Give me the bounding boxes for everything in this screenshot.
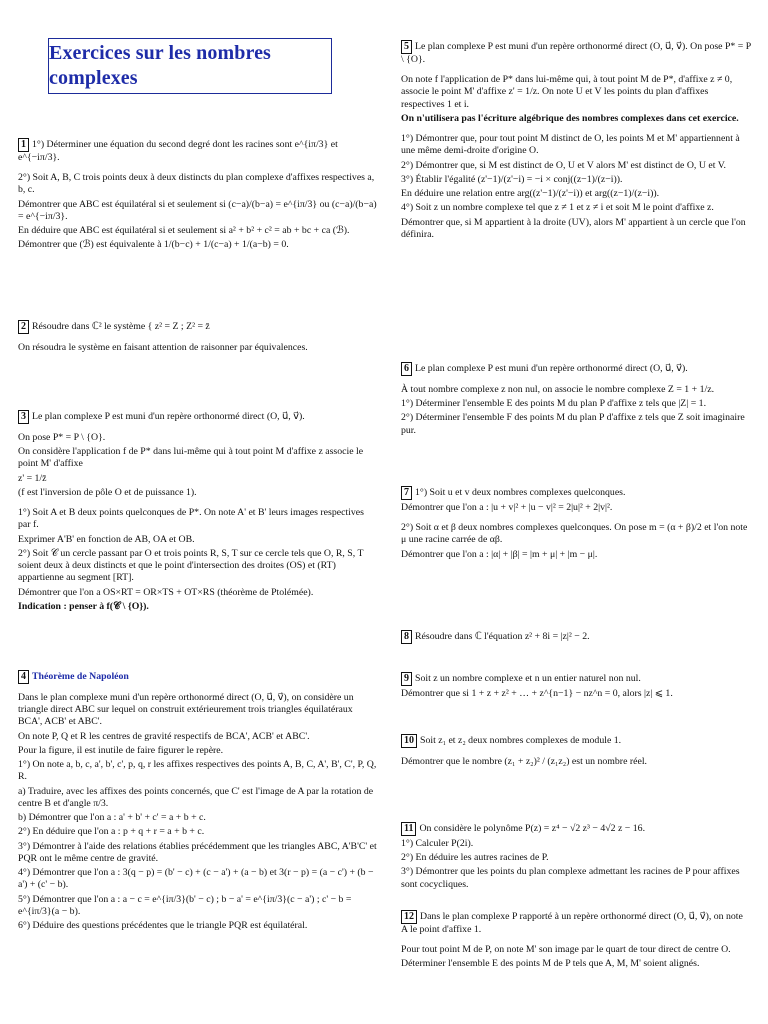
exercise-text: z' = 1/z̄ [18, 472, 47, 484]
exercise-text: Démontrer que l'on a : |α| + |β| = |m + μ| + |m − μ|. [401, 548, 598, 560]
exercise-text: 1°) Déterminer l'ensemble E des points M du plan P d'affixe z tels que |Z| = 1. [401, 398, 707, 410]
exercise-text: Soit z₁ et z₂ deux nombres complexes de module 1. [420, 735, 622, 746]
exercise-number: 9 [401, 672, 412, 686]
exercise-text: Démontrer que le nombre (z₁ + z₂)² / (z₁z₂) est un nombre réel. [401, 756, 647, 767]
exercise-number: 11 [401, 822, 416, 836]
exercise-text: 1°) Soit A et B deux points quelconques de P*. On note A' et B' leurs images respectives par f. [18, 507, 364, 531]
exercise-text: Démontrer que (ℬ) est équivalente à 1/(b−c) + 1/(c−a) + 1/(a−b) = 0. [18, 239, 289, 251]
exercise-text: Dans le plan complexe P rapporté à un repère orthonormé direct (O, u⃗, v⃗), on note A le point d'affixe 1. [401, 911, 743, 935]
exercise-text: À tout nombre complexe z non nul, on associe le nombre complexe Z = 1 + 1/z. [401, 384, 715, 395]
exercise-text: 4°) Soit z un nombre complexe tel que z ≠ 1 et z ≠ i et soit M le point d'affixe z. [401, 202, 714, 214]
exercise-text: 1°) Déterminer une équation du second degré dont les racines sont e^{iπ/3} et e^{−iπ/3}. [18, 139, 338, 163]
exercise-text: Pour tout point M de P, on note M' son image par le quart de tour direct de centre O. [401, 944, 731, 956]
exercise-number: 12 [401, 910, 417, 924]
exercise-text: 2°) En déduire les autres racines de P. [401, 852, 549, 864]
exercise-text: Déterminer l'ensemble E des points M de P tels que A, M, M' soient alignés. [401, 958, 700, 970]
exercise-8 [401, 630, 751, 646]
exercise-text: 4°) Démontrer que l'on a : 3(q − p) = (b' − c) + (c − a') + (a − b) et 3(r − p) = (a − c') + (b − a') + (c' − b). [18, 867, 374, 891]
exercise-text: On considère le polynôme P(z) = z⁴ − √2 z³ − 4√2 z − 16. [419, 823, 646, 834]
exercise-text: 3°) Établir l'égalité (z'−1)/(z'−i) = −i × conj((z−1)/(z−i)). [401, 173, 623, 185]
exercise-text: En déduire une relation entre arg((z'−1)/(z'−i)) et arg((z−1)/(z−i)). [401, 188, 660, 200]
exercise-number: 2 [18, 320, 29, 334]
exercise-text: Démontrer que l'on a OS×RT = OR×TS + OT×RS (théorème de Ptolémée). [18, 586, 314, 598]
exercise-warning: On n'utilisera pas l'écriture algébrique des nombres complexes dans cet exercice. [401, 112, 739, 124]
exercise-text: 1°) Soit u et v deux nombres complexes quelconques. [415, 487, 626, 498]
exercise-12 [401, 910, 751, 973]
exercise-text: 3°) Démontrer que les points du plan complexe admettant les racines de P pour affixes sont cocycliques. [401, 866, 740, 890]
exercise-heading: Théorème de Napoléon [32, 671, 129, 682]
exercise-text: On note f l'application de P* dans lui-même qui, à tout point M de P*, d'affixe z ≠ 0, associe le point M' d'affixe z' = 1/z. On note U et V les points du plan d'affixes respectives 1 et i. [401, 74, 733, 110]
title-box [48, 38, 332, 94]
exercise-text: 2°) Démontrer que, si M est distinct de O, U et V alors M' est distinct de O, U et V. [401, 159, 726, 171]
exercise-text: On considère l'application f de P* dans lui-même qui à tout point M d'affixe z associe le point M' d'affixe [18, 446, 364, 470]
exercise-text: (f est l'inversion de pôle O et de puissance 1). [18, 486, 197, 498]
exercise-text: 2°) Soit α et β deux nombres complexes quelconques. On pose m = (α + β)/2 et l'on note μ une racine carrée de αβ. [401, 522, 748, 546]
exercise-text: 1°) On note a, b, c, a', b', c', p, q, r les affixes respectives des points A, B, C, A', B', C', P, Q, R. [18, 759, 377, 783]
exercise-text: En déduire que ABC est équilatéral si et seulement si a² + b² + c² = ab + bc + ca (ℬ). [18, 225, 350, 237]
exercise-text: Le plan complexe P est muni d'un repère orthonormé direct (O, u⃗, v⃗). On pose P* = P \ {O}. [401, 41, 751, 65]
exercise-text: 2°) En déduire que l'on a : p + q + r = a + b + c. [18, 826, 205, 838]
exercise-text: Pour la figure, il est inutile de faire figurer le repère. [18, 744, 224, 756]
exercise-text: Le plan complexe P est muni d'un repère orthonormé direct (O, u⃗, v⃗). [415, 363, 688, 374]
exercise-1 [18, 138, 378, 254]
exercise-text: 3°) Démontrer à l'aide des relations établies précédemment que les triangles ABC, A'B'C' et PQR ont le même centre de gravité. [18, 840, 377, 864]
exercise-4 [18, 670, 378, 934]
exercise-7 [401, 486, 751, 563]
exercise-5 [401, 40, 751, 243]
exercise-text: 1°) Calculer P(2i). [401, 838, 474, 849]
exercise-text: 2°) Soit 𝒞 un cercle passant par O et trois points R, S, T sur ce cercle tels que O, R, S, T soient deux à deux distincts et que le point d'intersection des droites (OS) et (RT) appartienne au segment [RT]. [18, 547, 364, 584]
exercise-text: On note P, Q et R les centres de gravité respectifs de BCA', ACB' et ABC'. [18, 730, 310, 742]
exercise-text: On pose P* = P \ {O}. [18, 432, 106, 443]
exercise-text: On résoudra le système en faisant attention de raisonner par équivalences. [18, 342, 308, 353]
exercise-text: b) Démontrer que l'on a : a' + b' + c' = a + b + c. [18, 812, 206, 824]
exercise-11 [401, 822, 751, 893]
exercise-6 [401, 362, 751, 439]
exercise-text: Démontrer que, si M appartient à la droite (UV), alors M' appartient à un cercle que l'on définira. [401, 216, 746, 240]
exercise-number: 3 [18, 410, 29, 424]
exercise-10 [401, 734, 751, 770]
exercise-text: 5°) Démontrer que l'on a : a − c = e^{iπ/3}(b' − c) ; b − a' = e^{iπ/3}(c − a') ; c' − b = e^{iπ/3}(a − b). [18, 893, 352, 917]
exercise-number: 4 [18, 670, 29, 684]
exercise-text: Le plan complexe P est muni d'un repère orthonormé direct (O, u⃗, v⃗). [32, 411, 305, 422]
exercise-text: Résoudre dans ℂ l'équation z² + 8i = |z|² − 2. [415, 631, 590, 642]
exercise-text: 2°) Soit A, B, C trois points deux à deux distincts du plan complexe d'affixes respectives a, b, c. [18, 172, 375, 196]
exercise-number: 8 [401, 630, 412, 644]
exercise-text: Démontrer que si 1 + z + z² + … + z^{n−1} − nz^n = 0, alors |z| ⩽ 1. [401, 688, 673, 699]
exercise-number: 10 [401, 734, 417, 748]
exercise-text: 2°) Déterminer l'ensemble F des points M du plan P d'affixe z tels que Z soit imaginaire pur. [401, 412, 745, 436]
page-title: Exercices sur les nombres complexes [49, 42, 271, 89]
exercise-text: 6°) Déduire des questions précédentes que le triangle PQR est équilatéral. [18, 919, 308, 931]
exercise-number: 6 [401, 362, 412, 376]
exercise-text: a) Traduire, avec les affixes des points concernés, que C' est l'image de A par la rotation de centre B et d'angle π/3. [18, 785, 374, 809]
exercise-text: Soit z un nombre complexe et n un entier naturel non nul. [415, 673, 641, 684]
exercise-text: Dans le plan complexe muni d'un repère orthonormé direct (O, u⃗, v⃗), on considère un triangle direct ABC sur lequel on construit extérieurement trois triangles équilatéraux BCA', ACB' et ABC'. [18, 692, 354, 728]
exercise-3 [18, 410, 378, 615]
exercise-text: 1°) Démontrer que, pour tout point M distinct de O, les points M et M' appartiennent à une même demi-droite d'origine O. [401, 133, 740, 157]
exercise-number: 7 [401, 486, 412, 500]
exercise-indication: Indication : penser à f(𝒞 \ {O}). [18, 600, 149, 612]
exercise-number: 1 [18, 138, 29, 152]
exercise-9 [401, 672, 751, 702]
exercise-text: Démontrer que l'on a : |u + v|² + |u − v|² = 2|u|² + 2|v|². [401, 502, 613, 513]
exercise-number: 5 [401, 40, 412, 54]
exercise-text: Exprimer A'B' en fonction de AB, OA et OB. [18, 533, 195, 545]
exercise-2 [18, 320, 378, 356]
exercise-text: Résoudre dans ℂ² le système { z² = Z ; Z² = z̄ [32, 321, 210, 332]
exercise-text: Démontrer que ABC est équilatéral si et seulement si (c−a)/(b−a) = e^{iπ/3} ou (c−a)/(b−a) = e^{−iπ/3}. [18, 198, 377, 222]
